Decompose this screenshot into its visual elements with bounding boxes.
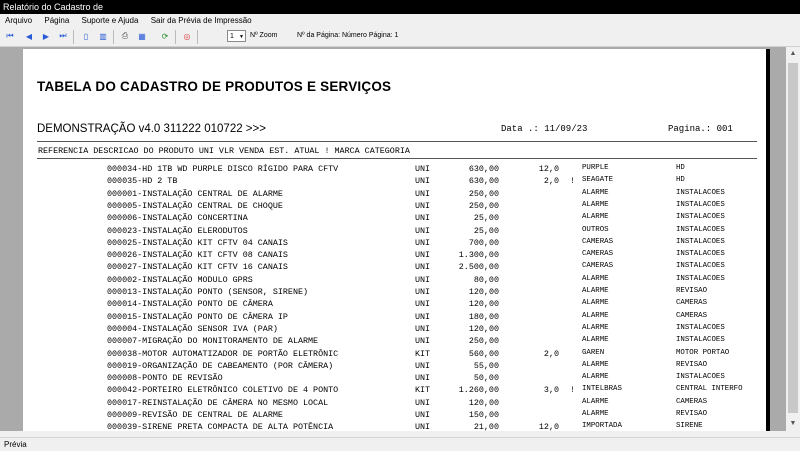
header-rule-bottom xyxy=(37,158,757,159)
row-reference: 000042-PORTEIRO ELETRÔNICO COLETIVO DE 4 PONTO xyxy=(107,385,339,396)
single-page-icon[interactable]: ▯ xyxy=(83,31,89,41)
scroll-down-icon[interactable]: ▼ xyxy=(789,420,797,427)
report-page-number: Pagina.: 001 xyxy=(668,124,733,134)
menu-sair-previa[interactable]: Sair da Prévia de Impressão xyxy=(150,16,252,25)
row-brand: GAREN xyxy=(582,348,605,357)
first-page-icon[interactable]: ⏮ xyxy=(6,31,14,40)
row-price: 50,00 xyxy=(473,373,499,384)
row-category: CAMERAS xyxy=(676,311,708,320)
row-price: 150,00 xyxy=(468,410,499,420)
menu-arquivo[interactable]: Arquivo xyxy=(5,16,33,25)
row-reference: 000027-INSTALAÇÃO KIT CFTV 16 CANAIS xyxy=(107,262,288,273)
table-row xyxy=(23,336,766,348)
row-brand: ALARME xyxy=(582,311,609,320)
table-row xyxy=(23,164,766,176)
row-category: HD xyxy=(676,176,685,185)
row-unit: UNI xyxy=(415,373,431,384)
row-reference: 000026-INSTALAÇÃO KIT CFTV 08 CANAIS xyxy=(107,250,288,261)
row-reference: 000008-PONTO DE REVISÃO xyxy=(107,373,223,384)
row-reference: 000038-MOTOR AUTOMATIZADOR DE PORTÃO ELETRÔNIC xyxy=(107,348,339,359)
row-brand: ALARME xyxy=(582,336,609,345)
row-unit: UNI xyxy=(415,323,431,334)
row-reference: 000039-SIRENE PRETA COMPACTA DE ALTA POTÊNCIA xyxy=(107,422,334,431)
row-category: INSTALACOES xyxy=(676,200,725,209)
row-unit: UNI xyxy=(415,176,431,187)
row-brand: ALARME xyxy=(582,274,609,283)
row-category: CENTRAL INTERFO xyxy=(676,385,743,394)
table-row xyxy=(23,373,766,385)
row-unit: UNI xyxy=(415,274,431,285)
row-stock: 3,0 xyxy=(543,385,559,396)
row-price: 25,00 xyxy=(473,213,499,224)
row-brand: ALARME xyxy=(582,360,609,369)
row-reference: 000007-MIGRAÇÃO DO MONITORAMENTO DE ALARME xyxy=(107,336,319,347)
row-brand: ALARME xyxy=(582,287,609,295)
vertical-scrollbar[interactable] xyxy=(786,47,800,431)
row-price: 120,00 xyxy=(468,397,499,408)
row-unit: UNI xyxy=(415,410,431,420)
table-row xyxy=(23,299,766,311)
row-category: HD xyxy=(676,164,685,172)
print-icon[interactable]: ⎙ xyxy=(121,31,129,40)
table-row xyxy=(23,398,766,410)
row-price: 120,00 xyxy=(468,299,499,310)
row-price: 630,00 xyxy=(468,176,499,187)
report-page xyxy=(23,49,766,431)
row-reference: 000023-INSTALAÇÃO ELERODUTOS xyxy=(107,225,248,236)
row-category: INSTALACOES xyxy=(676,373,725,382)
row-reference: 000035-HD 2 TB xyxy=(107,176,178,187)
page-setup-icon[interactable]: ▦ xyxy=(138,31,146,41)
row-category: REVISAO xyxy=(676,287,708,295)
export-icon[interactable]: ⟳ xyxy=(161,31,169,41)
toolbar xyxy=(0,28,800,47)
row-brand: ALARME xyxy=(582,299,609,308)
row-brand: IMPORTADA xyxy=(582,422,622,431)
row-category: SIRENE xyxy=(676,422,703,431)
zoom-value: 1 xyxy=(230,33,234,40)
preview-viewport[interactable] xyxy=(0,47,786,431)
row-reference: 000009-REVISÃO DE CENTRAL DE ALARME xyxy=(107,410,283,420)
status-bar: Prévia xyxy=(0,437,800,450)
row-category: INSTALACOES xyxy=(676,237,725,246)
row-flag: ! xyxy=(570,385,576,396)
row-stock: 12,0 xyxy=(538,422,559,431)
row-price: 700,00 xyxy=(468,237,499,248)
row-category: INSTALACOES xyxy=(676,250,725,259)
menu-suporte[interactable]: Suporte e Ajuda xyxy=(81,16,139,25)
row-brand: ALARME xyxy=(582,397,609,406)
row-brand: ALARME xyxy=(582,213,609,222)
row-brand: SEAGATE xyxy=(582,176,614,185)
row-price: 2.500,00 xyxy=(458,262,499,273)
menu-pagina[interactable]: Página xyxy=(44,16,70,25)
report-title: TABELA DO CADASTRO DE PRODUTOS E SERVIÇOS xyxy=(37,79,392,94)
table-header: REFERENCIA DESCRICAO DO PRODUTO UNI VLR VENDA EST. ATUAL ! MARCA CATEGORIA xyxy=(38,146,410,156)
last-page-icon[interactable]: ⏭ xyxy=(59,31,67,40)
row-category: INSTALACOES xyxy=(676,188,725,197)
row-unit: UNI xyxy=(415,250,431,261)
row-brand: CAMERAS xyxy=(582,262,614,271)
row-reference: 000013-INSTALAÇÃO PONTO (SENSOR, SIRENE) xyxy=(107,287,309,297)
report-date: Data .: 11/09/23 xyxy=(501,124,588,134)
row-price: 250,00 xyxy=(468,188,499,199)
row-stock: 12,0 xyxy=(538,164,559,174)
pdf-icon[interactable]: ◎ xyxy=(183,31,191,41)
table-row xyxy=(23,176,766,188)
table-row xyxy=(23,189,766,201)
row-reference: 000006-INSTALAÇÃO CONCERTINA xyxy=(107,213,248,224)
row-reference: 000015-INSTALAÇÃO PONTO DE CÂMERA IP xyxy=(107,311,288,322)
row-category: INSTALACOES xyxy=(676,336,725,345)
row-price: 1.260,00 xyxy=(458,385,499,396)
table-row xyxy=(23,262,766,274)
row-unit: UNI xyxy=(415,225,431,236)
row-price: 560,00 xyxy=(468,348,499,359)
row-reference: 000017-REINSTALAÇÃO DE CÂMERA NO MESMO LOCAL xyxy=(107,397,329,408)
table-row xyxy=(23,250,766,262)
row-reference: 000005-INSTALAÇÃO CENTRAL DE CHOQUE xyxy=(107,200,283,211)
report-subtitle: DEMONSTRAÇÃO v4.0 311222 010722 >>> xyxy=(37,123,266,135)
table-row xyxy=(23,324,766,336)
row-price: 250,00 xyxy=(468,200,499,211)
row-price: 1.300,00 xyxy=(458,250,499,261)
row-price: 120,00 xyxy=(468,323,499,334)
row-brand: ALARME xyxy=(582,410,609,418)
table-row xyxy=(23,422,766,431)
row-category: INSTALACOES xyxy=(676,262,725,271)
row-unit: UNI xyxy=(415,237,431,248)
scroll-up-icon[interactable]: ▲ xyxy=(789,50,797,57)
header-rule-top xyxy=(37,141,757,142)
row-price: 120,00 xyxy=(468,287,499,297)
row-price: 55,00 xyxy=(473,360,499,371)
table-row xyxy=(23,238,766,250)
row-price: 25,00 xyxy=(473,225,499,236)
table-row xyxy=(23,385,766,397)
row-unit: UNI xyxy=(415,164,431,174)
zoom-select[interactable] xyxy=(227,30,246,42)
row-unit: UNI xyxy=(415,287,431,297)
row-unit: KIT xyxy=(415,348,431,359)
row-unit: UNI xyxy=(415,422,431,431)
row-unit: UNI xyxy=(415,360,431,371)
table-row xyxy=(23,410,766,422)
row-unit: KIT xyxy=(415,385,431,396)
row-reference: 000004-INSTALAÇÃO SENSOR IVA (PAR) xyxy=(107,323,278,334)
row-reference: 000001-INSTALAÇÃO CENTRAL DE ALARME xyxy=(107,188,283,199)
row-category: REVISAO xyxy=(676,410,708,418)
row-unit: UNI xyxy=(415,200,431,211)
row-price: 180,00 xyxy=(468,311,499,322)
table-row xyxy=(23,213,766,225)
row-reference: 000034-HD 1TB WD PURPLE DISCO RÍGIDO PARA CFTV xyxy=(107,164,339,174)
row-unit: UNI xyxy=(415,299,431,310)
row-brand: INTELBRAS xyxy=(582,385,622,394)
row-brand: ALARME xyxy=(582,373,609,382)
previous-page-icon[interactable]: ◀ xyxy=(25,31,33,41)
row-unit: UNI xyxy=(415,397,431,408)
row-brand: ALARME xyxy=(582,200,609,209)
row-unit: UNI xyxy=(415,311,431,322)
table-row xyxy=(23,201,766,213)
row-stock: 2,0 xyxy=(543,176,559,187)
row-brand: ALARME xyxy=(582,188,609,197)
row-category: CAMERAS xyxy=(676,397,708,406)
row-price: 630,00 xyxy=(468,164,499,174)
row-unit: UNI xyxy=(415,213,431,224)
row-category: INSTALACOES xyxy=(676,225,725,234)
row-reference: 000002-INSTALAÇÃO MODULO GPRS xyxy=(107,274,253,285)
row-category: CAMERAS xyxy=(676,299,708,308)
row-brand: OUTROS xyxy=(582,225,609,234)
row-flag: ! xyxy=(570,176,576,187)
row-brand: ALARME xyxy=(582,323,609,332)
row-price: 250,00 xyxy=(468,336,499,347)
row-category: INSTALACOES xyxy=(676,213,725,222)
row-category: INSTALACOES xyxy=(676,323,725,332)
zoom-label: Nº Zoom xyxy=(250,32,278,39)
row-reference: 000019-ORGANIZAÇÃO DE CABEAMENTO (POR CÂMERA) xyxy=(107,360,334,371)
chevron-down-icon: ▼ xyxy=(239,34,244,40)
row-price: 21,00 xyxy=(473,422,499,431)
row-brand: CAMERAS xyxy=(582,237,614,246)
row-category: INSTALACOES xyxy=(676,274,725,283)
table-row xyxy=(23,361,766,373)
table-row xyxy=(23,226,766,238)
table-row xyxy=(23,275,766,287)
table-row xyxy=(23,312,766,324)
two-pages-icon[interactable]: ▥ xyxy=(99,31,107,41)
row-unit: UNI xyxy=(415,262,431,273)
row-reference: 000025-INSTALAÇÃO KIT CFTV 04 CANAIS xyxy=(107,237,288,248)
row-brand: PURPLE xyxy=(582,164,609,172)
row-price: 80,00 xyxy=(473,274,499,285)
next-page-icon[interactable]: ▶ xyxy=(42,31,50,41)
page-number-label: Nº da Página: Número Página: 1 xyxy=(297,32,399,39)
table-row xyxy=(23,287,766,299)
row-unit: UNI xyxy=(415,188,431,199)
menu-bar xyxy=(0,14,800,28)
scroll-thumb[interactable] xyxy=(788,63,798,413)
window-title: Relatório do Cadastro de xyxy=(0,0,800,14)
row-reference: 000014-INSTALAÇÃO PONTO DE CÂMERA xyxy=(107,299,273,310)
row-category: REVISAO xyxy=(676,360,708,369)
row-unit: UNI xyxy=(415,336,431,347)
row-brand: CAMERAS xyxy=(582,250,614,259)
row-category: MOTOR PORTAO xyxy=(676,348,730,357)
row-stock: 2,0 xyxy=(543,348,559,359)
table-row xyxy=(23,349,766,361)
